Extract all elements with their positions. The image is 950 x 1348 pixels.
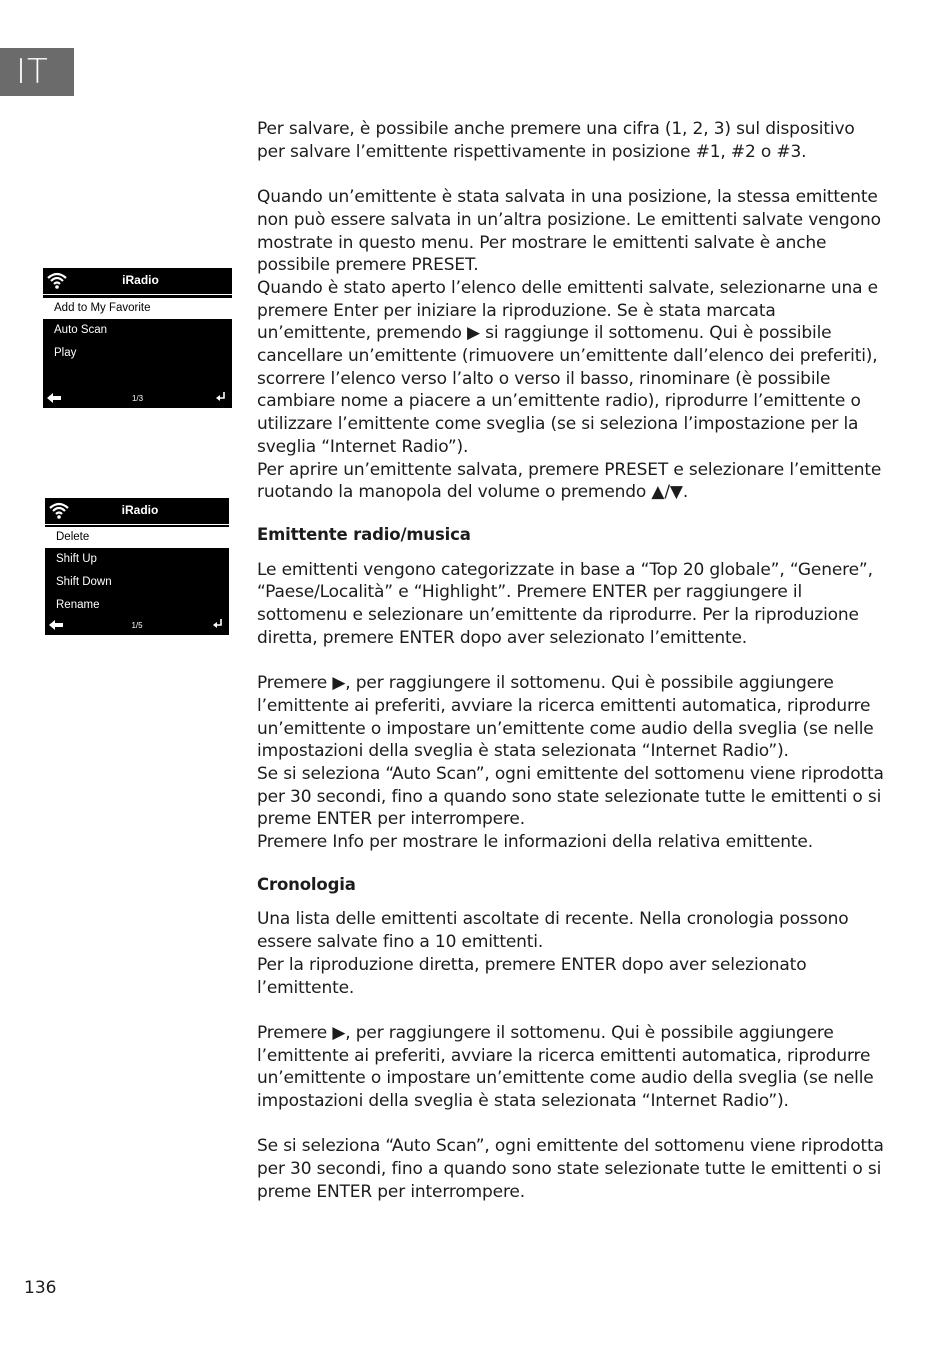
heading-history: Cronologia [257, 874, 356, 894]
menu-item-shift-down[interactable]: Shift Down [56, 576, 112, 588]
screen-title: iRadio [122, 273, 159, 287]
screen-titlebar [45, 498, 229, 525]
paragraph-history-play: Per la riproduzione diretta, premere ENTER dopo aver selezionato l’emittente. [257, 954, 807, 998]
paragraph-saved-stations: Quando un’emittente è stata salvata in una posizione, la stessa emittente non può essere salvata in un’altra posizione. Le emittenti salvate vengono mostrate in questo menu. Per mostrare le emittenti salvate è anche possibile premere PRESET. [257, 187, 881, 276]
page-indicator: 1/5 [131, 621, 143, 630]
heading-radio-music: Emittente radio/musica [257, 524, 471, 544]
paragraph-history-submenu: Premere ▶, per raggiungere il sottomenu. Qui è possibile aggiungere l’emittente ai preferiti, avviare la ricerca emittenti automatica, riprodurre un’emittente o impostare un’emittente come audio della sveglia (se nelle impostazioni della sveglia è stata selezionata “Internet Radio”). [257, 1022, 874, 1112]
menu-item-play[interactable]: Play [54, 347, 77, 359]
menu-item-auto-scan[interactable]: Auto Scan [54, 324, 108, 336]
paragraph-submenu: Premere ▶, per raggiungere il sottomenu. Qui è possibile aggiungere l’emittente ai preferiti, avviare la ricerca emittenti automatica, riprodurre un’emittente o impostare un’emittente come audio della sveglia (se nelle impostazioni della sveglia è stata selezionata “Internet Radio”). [257, 673, 874, 762]
menu-item-add-to-favorite[interactable]: Add to My Favorite [43, 298, 232, 319]
screen-footer [45, 615, 229, 635]
enter-icon [213, 619, 223, 631]
page-indicator: 1/3 [131, 394, 144, 403]
language-tab: IT [0, 48, 74, 96]
device-screen-favorite-menu [43, 268, 232, 408]
menu-item-shift-up[interactable]: Shift Up [56, 553, 97, 565]
paragraph-auto-scan: Se si seleziona “Auto Scan”, ogni emittente del sottomenu viene riprodotta per 30 secondi, fino a quando sono state selezionate tutte le emittenti o si preme ENTER per interrompere. [257, 763, 884, 830]
main-text [257, 118, 887, 1204]
screen-footer [43, 388, 232, 408]
paragraph-info: Premere Info per mostrare le informazioni della relativa emittente. [257, 832, 813, 853]
menu-item-rename[interactable]: Rename [56, 599, 100, 611]
paragraph-history-list: Una lista delle emittenti ascoltate di recente. Nella cronologia possono essere salvate fino a 10 emittenti. [257, 909, 849, 953]
screen-titlebar [43, 268, 232, 295]
paragraph-history-auto-scan: Se si seleziona “Auto Scan”, ogni emittente del sottomenu viene riprodotta per 30 secondi, fino a quando sono state selezionate tutte le emittenti o si preme ENTER per interrompere. [257, 1136, 884, 1202]
paragraph-saved-list: Quando è stato aperto l’elenco delle emittenti salvate, selezionarne una e premere Enter per iniziare la riproduzione. Se è stata marcata un’emittente, premendo ▶ si raggiunge il sottomenu. Qui è possibile cancellare un’emittente (rimuovere un’emittente dall’elenco dei preferiti), scorrere l’elenco verso l’alto o verso il basso, rinominare (è possibile cambiare nome a piacere a un’emittente radio), riprodurre l’emittente o utilizzare l’emittente come sveglia (se si seleziona l’impostazione per la sveglia “Internet Radio”). [257, 277, 878, 457]
screen-title: iRadio [121, 503, 159, 517]
paragraph-save-digit: Per salvare, è possibile anche premere una cifra (1, 2, 3) sul dispositivo per salvare l’emittente rispettivamente in posizione #1, #2 o #3. [257, 119, 855, 162]
page-number: 136 [24, 1278, 57, 1298]
paragraph-open-preset: Per aprire un’emittente salvata, premere PRESET e selezionare l’emittente ruotando la manopola del volume o premendo ▲/▼. [257, 459, 882, 503]
enter-icon [216, 392, 226, 404]
device-screen-preset-submenu [45, 498, 229, 635]
paragraph-categories: Le emittenti vengono categorizzate in base a “Top 20 globale”, “Genere”, “Paese/Località” e “Highlight”. Premere ENTER per raggiungere il sottomenu e selezionare un’emittente da riprodurre. Per la riproduzione diretta, premere ENTER dopo aver selezionato l’emittente. [257, 559, 873, 648]
menu-item-delete[interactable]: Delete [45, 527, 229, 548]
